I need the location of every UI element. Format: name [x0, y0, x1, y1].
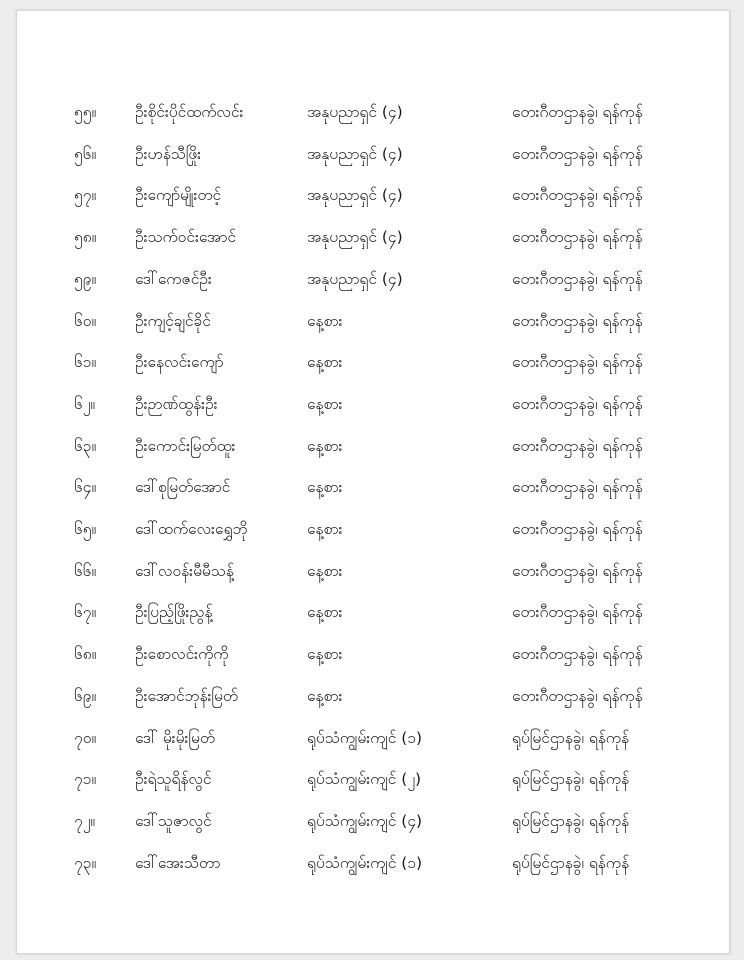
department: တေးဂီတဌာနခွဲ၊ ရန်ကုန် [512, 186, 643, 205]
item-number: ၅၈။ [74, 228, 97, 247]
department: ရုပ်မြင်ဌာနခွဲ၊ ရန်ကုန် [512, 770, 629, 789]
item-number: ၆၂။ [74, 394, 96, 413]
list-item [17, 848, 729, 878]
person-name: ဦးသက်ဝင်းအောင် [135, 228, 236, 247]
department: တေးဂီတဌာနခွဲ၊ ရန်ကုန် [512, 394, 643, 413]
position-title: နေ့စား [307, 645, 343, 664]
person-name: ဒေါ် မိုးမိုးမြတ် [135, 728, 215, 747]
list-item [17, 389, 729, 419]
department: ရုပ်မြင်ဌာနခွဲ၊ ရန်ကုန် [512, 728, 629, 747]
item-number: ၆၈။ [74, 645, 97, 664]
position-title: အနုပညာရှင် (၄) [307, 186, 403, 205]
position-title: ရုပ်သံကျွမ်းကျင် (၂) [307, 770, 421, 789]
position-title: နေ့စား [307, 394, 343, 413]
department: တေးဂီတဌာနခွဲ၊ ရန်ကုန် [512, 269, 643, 288]
position-title: ရုပ်သံကျွမ်းကျင် (၁) [307, 728, 423, 747]
position-title: နေ့စား [307, 311, 343, 330]
list-item [17, 639, 729, 669]
list-item [17, 472, 729, 502]
person-name: ဦးပြည့်ဖြိုးညွန့် [135, 603, 213, 622]
list-item [17, 347, 729, 377]
department: တေးဂီတဌာနခွဲ၊ ရန်ကုန် [512, 353, 643, 372]
item-number: ၆၄။ [74, 478, 97, 497]
list-item [17, 431, 729, 461]
department: တေးဂီတဌာနခွဲ၊ ရန်ကုန် [512, 478, 643, 497]
list-item [17, 597, 729, 627]
item-number: ၇၃။ [74, 853, 97, 872]
list-item [17, 222, 729, 252]
position-title: နေ့စား [307, 603, 343, 622]
position-title: နေ့စား [307, 686, 343, 705]
person-name: ဦးကျော်မျိုးတင့် [135, 186, 222, 205]
list-item [17, 556, 729, 586]
list-item [17, 681, 729, 711]
person-name: ဒေါ်သူဇာလွင် [135, 811, 212, 830]
department: တေးဂီတဌာနခွဲ၊ ရန်ကုန် [512, 228, 643, 247]
position-title: အနုပညာရှင် (၄) [307, 103, 403, 121]
person-name: ဦးစိုင်းပိုင်ထက်လင်း [135, 103, 244, 121]
item-number: ၆၇။ [74, 603, 97, 622]
list-item [17, 264, 729, 294]
item-number: ၆၉။ [74, 686, 97, 705]
item-number: ၅၆။ [74, 144, 97, 163]
department: တေးဂီတဌာနခွဲ၊ ရန်ကုန် [512, 436, 643, 455]
position-title: နေ့စား [307, 353, 343, 372]
person-name: ဒေါ်ကေဇင်ဦး [135, 269, 212, 288]
person-name: ဦးစောလင်းကိုကို [135, 645, 229, 664]
document-page [16, 10, 730, 954]
list-item [17, 806, 729, 836]
person-name: ဦးအောင်ဘုန်းမြတ် [135, 686, 238, 705]
department: တေးဂီတဌာနခွဲ၊ ရန်ကုန် [512, 603, 643, 622]
position-title: ရုပ်သံကျွမ်းကျင် (၁) [307, 853, 423, 872]
person-name: ဦးနေလင်းကျော် [135, 353, 224, 372]
item-number: ၅၉။ [74, 269, 97, 288]
person-name: ဦးဟန်သီဖြိုး [135, 144, 202, 163]
list-item [17, 764, 729, 794]
list-item [17, 139, 729, 169]
person-name: ဦးကျင့်ချင်ခိုင် [135, 311, 211, 330]
list-item [17, 97, 729, 127]
item-number: ၇၀။ [74, 728, 97, 747]
department: တေးဂီတဌာနခွဲ၊ ရန်ကုန် [512, 520, 643, 538]
position-title: နေ့စား [307, 478, 343, 497]
department: တေးဂီတဌာနခွဲ၊ ရန်ကုန် [512, 645, 643, 664]
person-name: ဒေါ်လဝန်းမီမီသန့် [135, 561, 234, 580]
item-number: ၅၇။ [74, 186, 97, 205]
department: တေးဂီတဌာနခွဲ၊ ရန်ကုန် [512, 561, 643, 580]
person-name: ဦးဉာဏ်ထွန်းဦး [135, 394, 218, 413]
person-name: ဒေါ်ထက်လေးရွှေဘို [135, 520, 248, 538]
position-title: အနုပညာရှင် (၄) [307, 228, 403, 247]
item-number: ၆၁။ [74, 353, 97, 372]
item-number: ၆၀။ [74, 311, 97, 330]
list-item [17, 180, 729, 210]
department: တေးဂီတဌာနခွဲ၊ ရန်ကုန် [512, 311, 643, 330]
department: ရုပ်မြင်ဌာနခွဲ၊ ရန်ကုန် [512, 853, 629, 872]
item-number: ၅၅။ [74, 103, 97, 121]
position-title: နေ့စား [307, 436, 343, 455]
item-number: ၆၃။ [74, 436, 97, 455]
list-item [17, 306, 729, 336]
person-name: ဒေါ်စုမြတ်အောင် [135, 478, 231, 497]
person-name: ဦးကောင်းမြတ်ထူး [135, 436, 236, 455]
person-name: ဦးရဲသူရိန်လွင် [135, 770, 212, 789]
position-title: နေ့စား [307, 561, 343, 580]
department: တေးဂီတဌာနခွဲ၊ ရန်ကုန် [512, 686, 643, 705]
position-title: အနုပညာရှင် (၄) [307, 269, 403, 288]
item-number: ၇၂။ [74, 811, 96, 830]
list-item [17, 514, 729, 544]
department: တေးဂီတဌာနခွဲ၊ ရန်ကုန် [512, 103, 643, 121]
list-item [17, 723, 729, 753]
department: ရုပ်မြင်ဌာနခွဲ၊ ရန်ကုန် [512, 811, 629, 830]
item-number: ၇၁။ [74, 770, 97, 789]
person-name: ဒေါ်အေးသီတာ [135, 853, 221, 872]
position-title: ရုပ်သံကျွမ်းကျင် (၄) [307, 811, 423, 830]
item-number: ၆၆။ [74, 561, 97, 580]
position-title: နေ့စား [307, 520, 343, 538]
department: တေးဂီတဌာနခွဲ၊ ရန်ကုန် [512, 144, 643, 163]
position-title: အနုပညာရှင် (၄) [307, 144, 403, 163]
item-number: ၆၅။ [74, 520, 97, 538]
